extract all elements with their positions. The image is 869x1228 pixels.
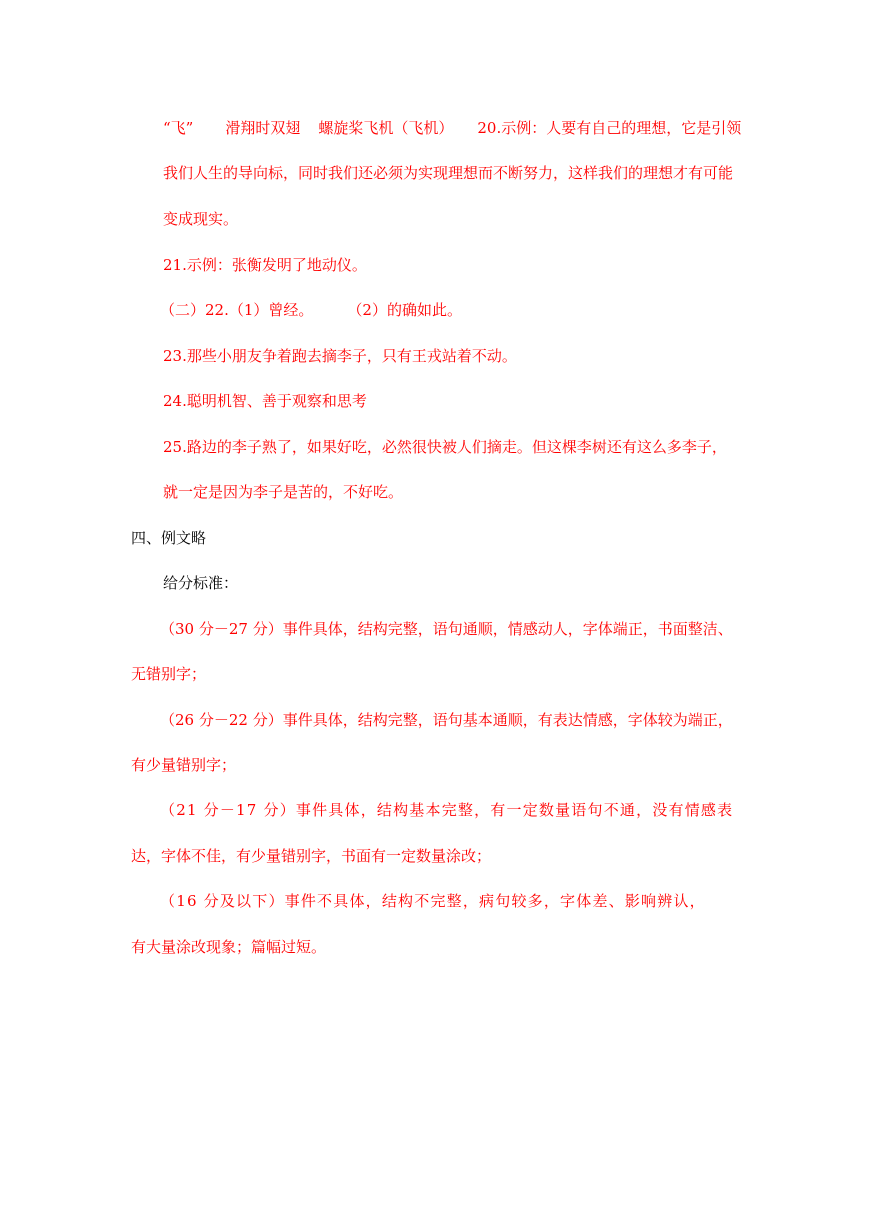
scoring-tier-4-line1: （16 分及以下）事件不具体，结构不完整，病句较多，字体差、影响辨认， [160, 892, 706, 910]
answer-q22-part1: （二）22.（1）曾经。 [160, 301, 314, 319]
answer-q19-part3: 螺旋桨飞机（飞机） [318, 119, 454, 137]
answer-q19-part1: “飞” [163, 119, 194, 137]
scoring-tier-2-line1: （26 分－22 分）事件具体，结构完整，语句基本通顺，有表达情感，字体较为端正， [160, 711, 733, 729]
answer-q20-line2: 我们人生的导向标，同时我们还必须为实现理想而不断努力，这样我们的理想才有可能 [163, 164, 734, 182]
answer-line-q22 [160, 300, 462, 320]
section4-heading: 四、例文略 [131, 529, 207, 547]
scoring-tier-2-line2: 有少量错别字； [131, 756, 237, 774]
answer-q22-part2: （2）的确如此。 [347, 301, 462, 319]
answer-q24: 24.聪明机智、善于观察和思考 [163, 392, 367, 410]
scoring-title: 给分标准： [163, 574, 239, 592]
answer-line-q19-q20 [163, 118, 741, 138]
scoring-tier-3-line1: （21 分－17 分）事件具体，结构基本完整，有一定数量语句不通，没有情感表 [160, 801, 734, 819]
answer-q21: 21.示例：张衡发明了地动仪。 [163, 256, 367, 274]
answer-q19-part2: 滑翔时双翅 [225, 119, 301, 137]
answer-q20-line1: 20.示例：人要有自己的理想，它是引领 [477, 119, 742, 137]
scoring-tier-4-line2: 有大量涂改现象；篇幅过短。 [131, 938, 327, 956]
answer-q25-line1: 25.路边的李子熟了，如果好吃，必然很快被人们摘走。但这棵李树还有这么多李子， [163, 438, 727, 456]
answer-q25-line2: 就一定是因为李子是苦的，不好吃。 [163, 483, 404, 501]
answer-q20-line3: 变成现实。 [163, 210, 239, 228]
scoring-tier-1-line2: 无错别字； [131, 665, 207, 683]
scoring-tier-3-line2: 达，字体不佳，有少量错别字，书面有一定数量涂改； [131, 847, 492, 865]
answer-q23: 23.那些小朋友争着跑去摘李子，只有王戎站着不动。 [163, 347, 517, 365]
scoring-tier-1-line1: （30 分－27 分）事件具体，结构完整，语句通顺，情感动人，字体端正，书面整洁、 [160, 620, 733, 638]
